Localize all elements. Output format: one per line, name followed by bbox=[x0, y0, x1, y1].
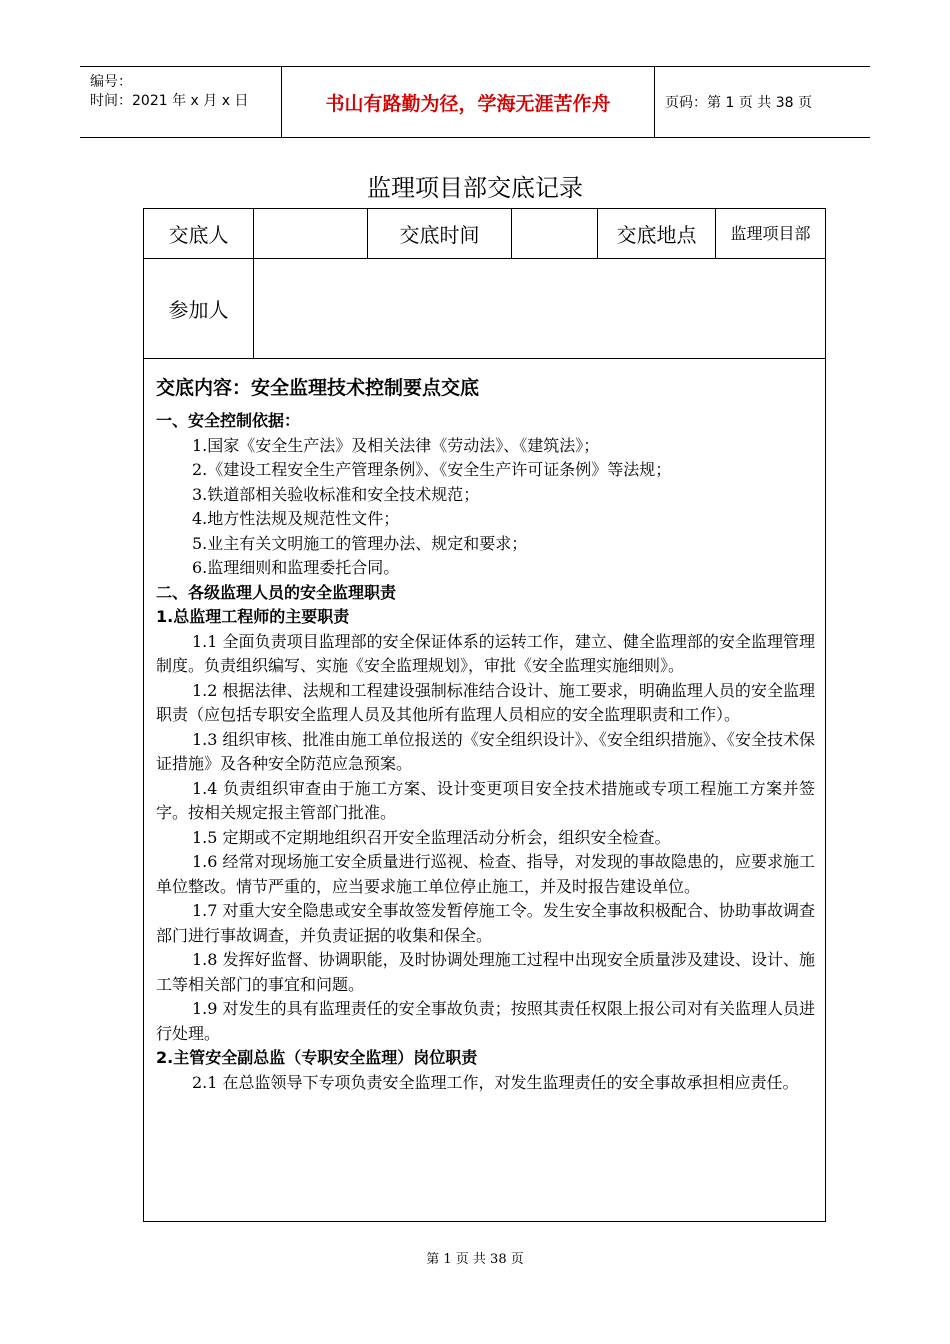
paragraph: 1.6 经常对现场施工安全质量进行巡视、检查、指导，对发现的事故隐患的，应要求施工单位整改。情节严重的，应当要求施工单位停止施工，并及时报告建设单位。 bbox=[156, 852, 815, 896]
document-title: 监理项目部交底记录 bbox=[367, 174, 583, 202]
section2-title: 二、各级监理人员的安全监理职责 bbox=[156, 582, 397, 602]
paragraph: 1.2 根据法律、法规和工程建设强制标准结合设计、施工要求，明确监理人员的安全监理职责（应包括专职安全监理人员及其他所有监理人员相应的安全监理职责和工作）。 bbox=[156, 680, 815, 724]
paragraph: 1.3 组织审核、批准由施工单位报送的《安全组织设计》、《安全组织措施》、《安全技术保证措施》及各种安全防范应急预案。 bbox=[156, 729, 815, 773]
participants-label: 参加人 bbox=[144, 259, 254, 359]
record-table bbox=[143, 208, 826, 1222]
presenter-value bbox=[254, 209, 368, 259]
content-cell bbox=[144, 359, 826, 1222]
number-label: 编号： bbox=[90, 74, 132, 90]
list-item: 2.《建设工程安全生产管理条例》、《安全生产许可证条例》等法规； bbox=[192, 460, 672, 479]
list-item: 4.地方性法规及规范性文件； bbox=[192, 509, 400, 528]
paragraph: 1.1 全面负责项目监理部的安全保证体系的运转工作，建立、健全监理部的安全监理管理制度。负责组织编写、实施《安全监理规划》，审批《安全监理实施细则》。 bbox=[156, 631, 815, 675]
paragraph: 2.1 在总监领导下专项负责安全监理工作，对发生监理责任的安全事故承担相应责任。 bbox=[192, 1072, 799, 1092]
header-page-label: 页码：第 1 页 共 38 页 bbox=[665, 95, 812, 111]
document-header bbox=[80, 66, 870, 138]
participants-value bbox=[254, 259, 826, 359]
paragraph: 1.4 负责组织审查由于施工方案、设计变更项目安全技术措施或专项工程施工方案并签字。按相关规定报主管部门批准。 bbox=[156, 778, 815, 822]
content-heading: 交底内容：安全监理技术控制要点交底 bbox=[156, 377, 480, 399]
page-footer: 第 1 页 共 38 页 bbox=[426, 1252, 524, 1267]
location-value: 监理项目部 bbox=[716, 209, 826, 259]
location-label: 交底地点 bbox=[598, 209, 716, 259]
list-item: 3.铁道部相关验收标准和安全技术规范； bbox=[192, 484, 480, 504]
content-body bbox=[144, 359, 825, 1095]
time-label: 交底时间 bbox=[368, 209, 512, 259]
paragraph: 1.7 对重大安全隐患或安全事故签发暂停施工令。发生安全事故积极配合、协助事故调查部门进行事故调查，并负责证据的收集和保全。 bbox=[156, 901, 815, 945]
header-motto: 书山有路勤为径，学海无涯苦作舟 bbox=[282, 67, 655, 137]
section1-title: 一、安全控制依据： bbox=[156, 411, 301, 430]
subsection2-title: 2.主管安全副总监（专职安全监理）岗位职责 bbox=[156, 1048, 478, 1067]
paragraph: 1.8 发挥好监督、协调职能，及时协调处理施工过程中出现安全质量涉及建设、设计、施工等相关部门的事宜和问题。 bbox=[156, 950, 815, 994]
list-item: 6.监理细则和监理委托合同。 bbox=[192, 558, 400, 577]
presenter-label: 交底人 bbox=[144, 209, 254, 259]
list-item: 5.业主有关文明施工的管理办法、规定和要求； bbox=[192, 533, 528, 553]
subsection1-title: 1.总监理工程师的主要职责 bbox=[156, 607, 350, 626]
paragraph: 1.5 定期或不定期地组织召开安全监理活动分析会，组织安全检查。 bbox=[192, 827, 671, 847]
time-value bbox=[512, 209, 598, 259]
date-label: 时间：2021 年 x 月 x 日 bbox=[90, 93, 249, 109]
paragraph: 1.9 对发生的具有监理责任的安全事故负责；按照其责任权限上报公司对有关监理人员进行处理。 bbox=[156, 999, 815, 1043]
header-meta bbox=[80, 67, 282, 137]
list-item: 1.国家《安全生产法》及相关法律《劳动法》、《建筑法》； bbox=[192, 435, 600, 455]
